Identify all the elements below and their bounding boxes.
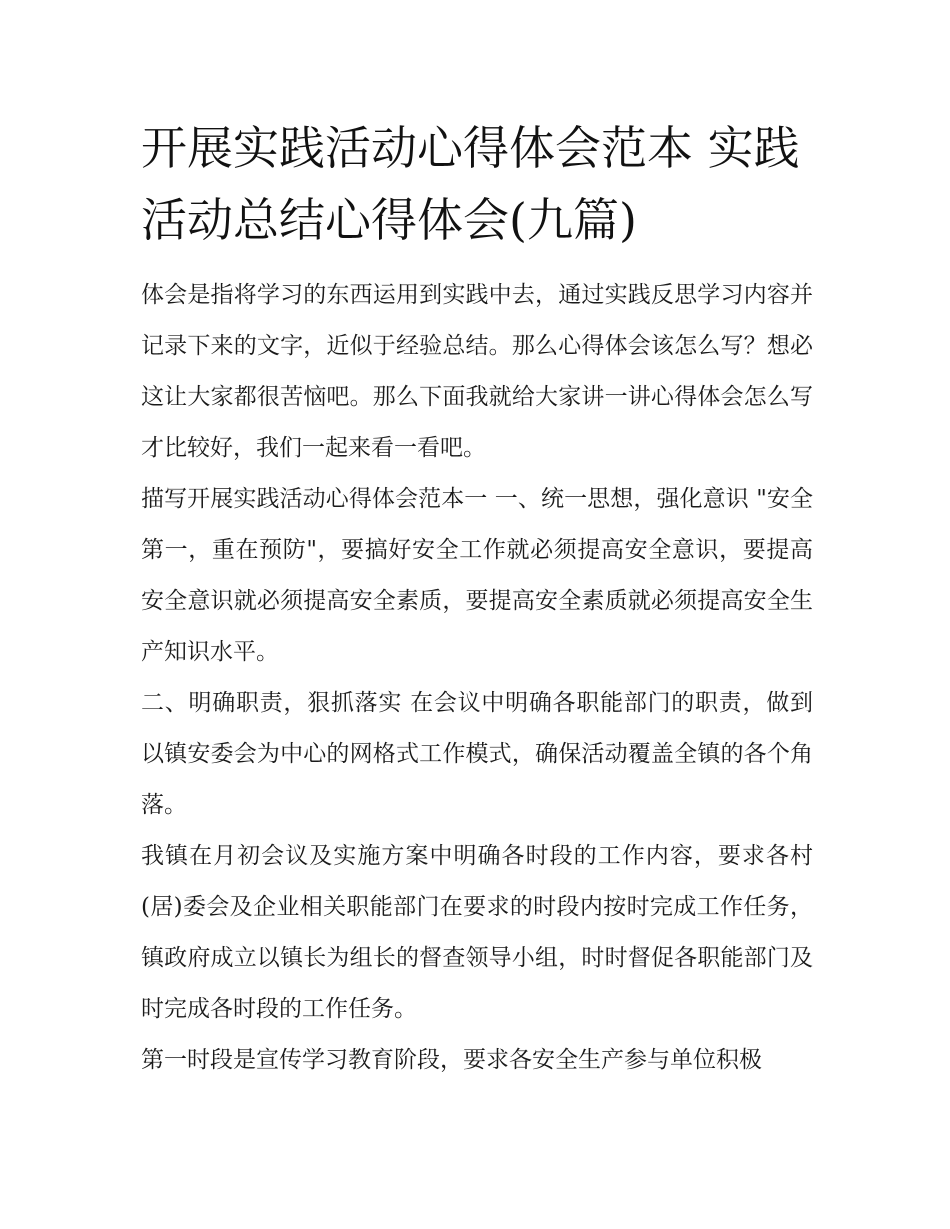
document-title: 开展实践活动心得体会范本 实践活动总结心得体会(九篇): [141, 121, 800, 247]
paragraph-schedule: 我镇在月初会议及实施方案中明确各时段的工作内容，要求各村(居)委会及企业相关职能部门在要求的时段内按时完成工作任务，镇政府成立以镇长为组长的督查领导小组，时时督促各职能部门及时完成各时段的工作任务。: [141, 843, 813, 1022]
paragraph-section-one: 描写开展实践活动心得体会范本一 一、统一思想，强化意识 "安全第一，重在预防"，要搞好安全工作就必须提高安全意识，要提高安全意识就必须提高安全素质，要提高安全素质就必须提高安全生产知识水平。: [141, 486, 813, 665]
paragraph-section-two: 二、明确职责，狠抓落实 在会议中明确各职能部门的职责，做到以镇安委会为中心的网格式工作模式，确保活动覆盖全镇的各个角落。: [141, 690, 813, 818]
document-body: [141, 270, 813, 1086]
paragraph-phase-one: 第一时段是宣传学习教育阶段，要求各安全生产参与单位积极: [141, 1047, 762, 1073]
paragraph-intro: 体会是指将学习的东西运用到实践中去，通过实践反思学习内容并记录下来的文字，近似于经验总结。那么心得体会该怎么写？想必这让大家都很苦恼吧。那么下面我就给大家讲一讲心得体会怎么写才比较好，我们一起来看一看吧。: [141, 282, 813, 461]
document-content: [141, 112, 813, 1086]
